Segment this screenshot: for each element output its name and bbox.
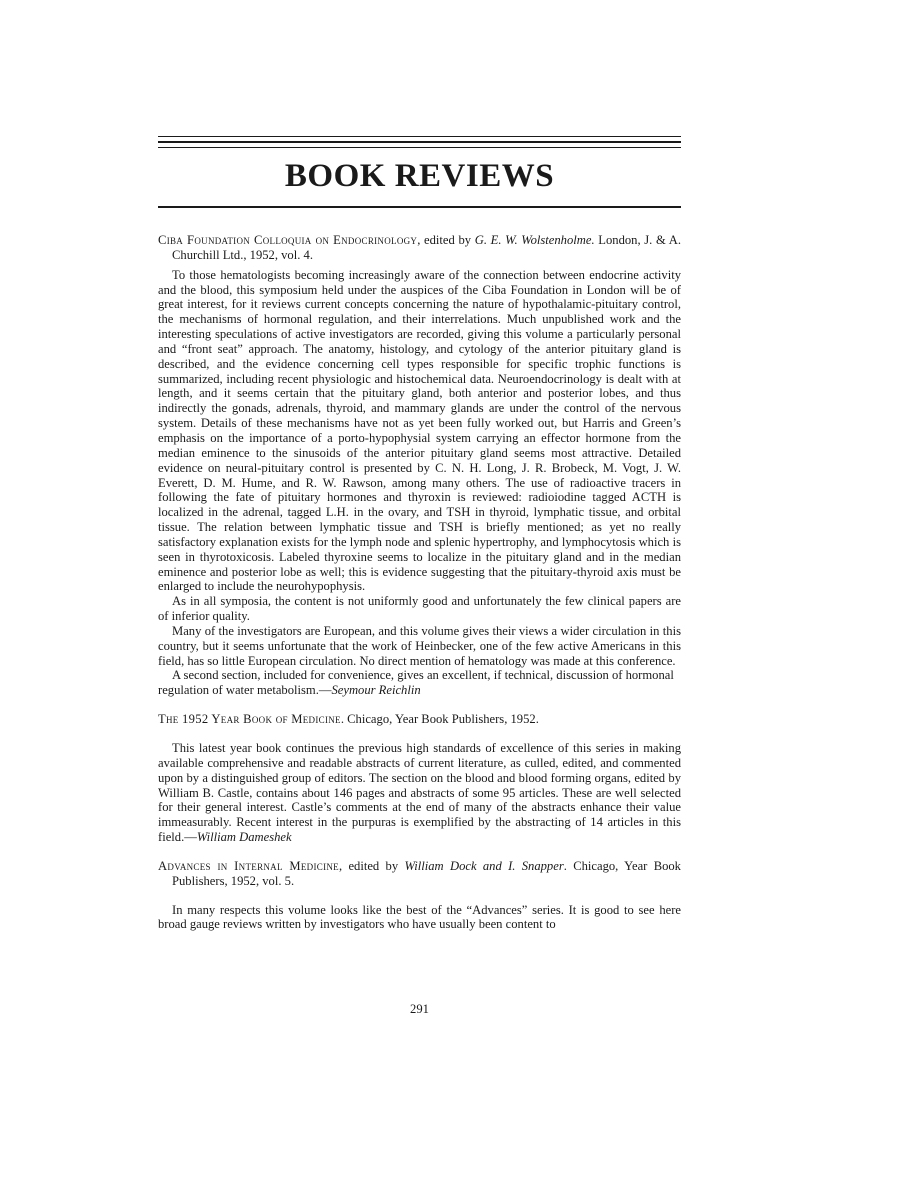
review-citation (158, 859, 681, 889)
title-underline-rule (158, 206, 681, 208)
review-paragraph: To those hematologists becoming increasingly aware of the connection between endocrine activity and the blood, this symposium held under the auspices of the Ciba Foundation in London will be of great interest, for it reviews current concepts concerning the nature of hypothalamic-pituitary control, the mechanisms of hormonal regulation, and their interrelations. Much unpublished work and the interesting speculations of active investigators are recorded, giving this volume a particularly personal and “front seat” approach. The anatomy, histology, and cytology of the anterior pituitary gland is described, and the evidence concerning cell types responsible for specific trophic functions is summarized, including recent physiologic and histochemical data. Neuroendocrinology is dealt with at length, and it seems certain that the pituitary gland, both anterior and posterior lobes, and thus indirectly the gonads, adrenals, thyroid, and mammary glands are under the control of the nervous system. Details of these mechanisms have not as yet been fully worked out, but Harris and Green’s emphasis on the importance of a porto-hypophysial system carrying an effector hormone from the median eminence to the sinusoids of the anterior pituitary gland seems most attractive. Detailed evidence on neural-pituitary control is presented by C. N. H. Long, J. R. Brobeck, M. Vogt, J. W. Everett, D. M. Hume, and R. W. Rawson, among many others. The use of radioactive tracers in following the fate of pituitary hormones and thyroxin is reviewed: radioiodine tagged ACTH is localized in the adrenal, tagged L.H. in the ovary, and TSH in thyroid, lymphatic tissue, and orbital tissue. The relation between lymphatic tissue and TSH is briefly mentioned; as yet no really satisfactory explanation exists for the lymph node and splenic hypertrophy, and lymphocytosis which is seen in thyrotoxicosis. Labeled thyroxine seems to localize in the pituitary gland and in the median eminence and posterior lobe as well; this is evidence suggesting that the pituitary-thyroid axis must be enlarged to include the neurohypophysis. (158, 267, 681, 594)
book-title: The 1952 Year Book of Medicine (158, 712, 341, 727)
header-rule-thick (158, 141, 681, 143)
book-editors: William Dock and I. Snapper (404, 858, 564, 873)
book-title: Ciba Foundation Colloquia on Endocrinology (158, 233, 418, 247)
review-advances-internal-medicine (158, 859, 681, 932)
reviewer-name: William Dameshek (196, 830, 292, 845)
review-paragraph-text: A second section, included for convenience, gives an excellent, if technical, discussion of hormonal regulation of water metabolism.— (158, 668, 674, 698)
review-year-book-medicine (158, 712, 681, 845)
section-title: BOOK REVIEWS (284, 158, 555, 194)
publication-info: . Chicago, Year Book Publishers, 1952, vol. 5. (172, 858, 681, 888)
book-title: Advances in Internal Medicine (158, 858, 339, 873)
publication-info: London, J. & A. Churchill Ltd., 1952, vol. 4. (172, 233, 681, 262)
review-paragraph: In many respects this volume looks like the best of the “Advances” series. It is good to see here broad gauge reviews written by investigators who have usually been content to (158, 902, 681, 932)
header-rule-bottom (158, 147, 681, 148)
review-paragraph: As in all symposia, the content is not uniformly good and unfortunately the few clinical papers are of inferior quality. (158, 594, 681, 624)
book-editors: G. E. W. Wolstenholme. (474, 233, 595, 247)
review-citation (158, 233, 681, 263)
review-citation (158, 712, 681, 727)
page-number: 291 (410, 1002, 429, 1016)
review-paragraph-text: This latest year book continues the previous high standards of excellence of this series in making available comprehensive and readable abstracts of current literature, as culled, edited, and commented upon by a distinguished group of editors. The section on the blood and blood forming organs, edited by William B. Castle, contains about 146 pages and abstracts of some 95 articles. These are well selected for their general interest. Castle’s comments at the end of many of the abstracts enhance their value immeasurably. Recent interest in the purpuras is exemplified by the abstracting of 14 articles in this field.— (158, 741, 681, 845)
review-ciba-endocrinology (158, 233, 681, 698)
reviews-content (158, 233, 681, 932)
review-paragraph-final (158, 741, 681, 845)
editor-prefix: , edited by (417, 233, 475, 247)
reviewer-name: Seymour Reichlin (331, 683, 421, 698)
review-paragraph-final (158, 668, 681, 698)
header-rule-top (158, 136, 681, 137)
review-paragraph: Many of the investigators are European, and this volume gives their views a wider circulation in this country, but it seems unfortunate that the work of Heinbecker, one of the few active Americans in this field, has so little European circulation. No direct mention of hematology was made at this conference. (158, 623, 681, 668)
publication-info: . Chicago, Year Book Publishers, 1952. (340, 712, 539, 727)
editor-prefix: , edited by (338, 858, 405, 873)
